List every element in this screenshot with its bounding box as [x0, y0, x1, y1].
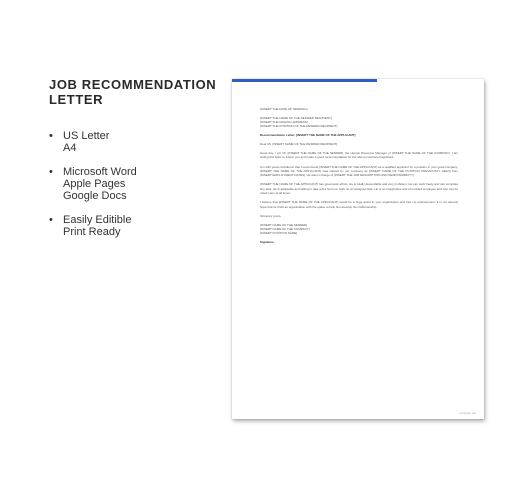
feature-list [49, 130, 219, 250]
bullet: • [49, 166, 53, 178]
recipient-line: [INSERT THE MAILING ADDRESS] [260, 120, 308, 124]
feature-group-apps [49, 166, 219, 202]
page-accent-bar [232, 79, 377, 82]
feature-item: Microsoft Word [63, 166, 137, 178]
subject-block [260, 133, 458, 137]
feature-item: Print Ready [63, 226, 121, 238]
feature-group-editing [49, 214, 219, 238]
letter-paragraph: [INSERT THE NAME OF THE APPLICANT] has great work ethics. He is totally dependable and very proficient. He can work freely and can complete any task. He is adaptable and willing to take extra hours to work on an assigned task. He is an imaginative and committed employee and who can be relied upon at all times. [260, 182, 458, 196]
recipient-block [260, 116, 458, 128]
letter-preview [232, 79, 484, 419]
watermark: template.net [459, 411, 476, 415]
sender-block [260, 223, 458, 235]
feature-item: Easily Editible [63, 214, 132, 226]
letter-paragraph: I believe that [INSERT THE NAME OF THE APPLICANT] would be a huge asset to your organization and has my endorsement. It is my earnest hope that he finds an organization with the space to help him develop his craftsmanship. [260, 200, 458, 209]
letter-paragraph: It is with great confidence that I recommend [INSERT THE NAME OF THE APPLICANT] as a qualified applicant for a position in your good company. [INSERT THE NAME OF THE APPLICANT] was utilized by our company as [INSERT NAME OF THE POSITION PREVIOUSLY HELD] from [INSERT EMPLOYMENT DATES]. He was in charge of [INSERT THE JOB DESCRIPTION AND RESPONSIBILITY]. [260, 164, 458, 178]
letter-body [260, 107, 458, 249]
letter-subject: Recommendation Letter: [INSERT THE NAME OF THE APPLICANT] [260, 133, 356, 137]
letter-closing: Sincerely yours, [260, 213, 282, 218]
signature-block [260, 240, 458, 244]
sender-line: [INSERT POSITION NAME] [260, 230, 298, 235]
bullet: • [49, 214, 53, 226]
recipient-line: [INSERT THE NAME OF THE DESIRED RECIPIENT] [260, 116, 332, 120]
sender-line: [INSERT NAME OF THE COMPANY] [260, 226, 310, 231]
sender-line: [INSERT NAME OF THE SENDER] [260, 222, 308, 227]
salutation-block [260, 142, 458, 146]
feature-group-formats [49, 130, 219, 154]
feature-item: Google Docs [63, 190, 127, 202]
letter-salutation: Dear Mr. [INSERT NAME OF THE DESIRED RECIPIENT], [260, 142, 339, 146]
letter-date-block [260, 107, 458, 111]
closing-block [260, 214, 458, 218]
recipient-line: [INSERT THE POSITION OF THE DESIRED RECIPIENT] [260, 124, 338, 128]
letter-paragraph: Good day. I am Mr. [INSERT THE NAME OF THE SENDER], the Human Resource Manager of [INSERT THE NAME OF THE COMPANY]. I am writing this letter to inform you and make a good recommendation for the above-mentioned applicant. [260, 151, 458, 160]
feature-item: Apple Pages [63, 178, 126, 190]
bullet: • [49, 130, 53, 142]
page-title: JOB RECOMMENDATION LETTER [49, 77, 217, 107]
letter-date: [INSERT THE DATE OF SENDING] [260, 107, 308, 111]
letter-signature: Signature [260, 239, 274, 244]
feature-item: US Letter [63, 130, 110, 142]
feature-item: A4 [63, 142, 77, 154]
